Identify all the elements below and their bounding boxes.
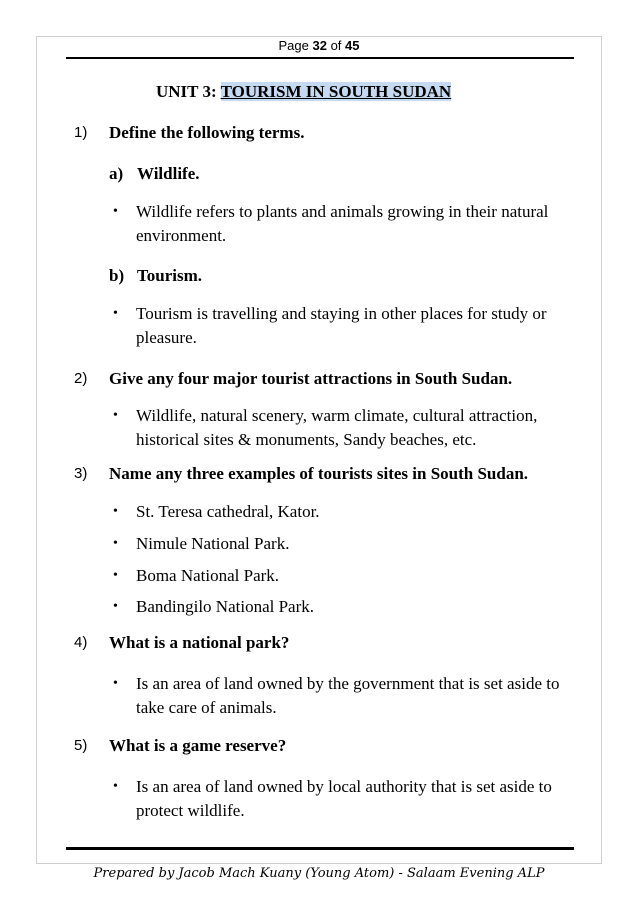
answer-text: St. Teresa cathedral, Kator. [136,502,320,521]
header-current-page: 32 [312,38,327,53]
bullet-icon: • [113,306,118,321]
bullet-icon: • [113,779,118,794]
bullet-icon: • [113,204,118,219]
header-prefix: Page [278,38,313,53]
page-border-right [601,36,602,864]
question-number: 4) [74,634,88,651]
question-text: Give any four major tourist attractions in South Sudan. [109,369,513,388]
page-header [0,38,638,53]
subquestion-a [109,164,200,184]
bullet-icon: • [113,504,118,519]
answer-text: Is an area of land owned by local authority that is set aside to protect wildlife. [136,777,552,820]
answer-text: Is an area of land owned by the government that is set aside to take care of animals. [136,674,560,717]
answer-text: Bandingilo National Park. [136,597,315,616]
question-number: 2) [74,370,88,387]
unit-title-highlight: TOURISM IN SOUTH SUDAN [220,82,452,101]
question-text: Define the following terms. [109,123,305,142]
subquestion-b [109,266,202,286]
answer-text: Wildlife, natural scenery, warm climate, cultural attraction, historical sites & monuments, Sandy beaches, etc. [136,406,538,449]
bullet-icon: • [113,568,118,583]
bullet-icon: • [113,536,118,551]
question-text: Name any three examples of tourists sites in South Sudan. [109,464,529,483]
answer-text: Nimule National Park. [136,534,290,553]
bullet-icon: • [113,408,118,423]
answer-text: Boma National Park. [136,566,280,585]
bullet-icon: • [113,676,118,691]
unit-title [156,82,451,102]
question-text: What is a national park? [109,633,290,652]
sub-letter: b) [109,266,125,285]
question-number: 1) [74,124,88,141]
answer-text: Wildlife refers to plants and animals growing in their natural environment. [136,202,549,245]
question-number: 3) [74,465,88,482]
question-text: What is a game reserve? [109,736,287,755]
header-middle: of [326,38,346,53]
sub-term: Tourism. [137,266,203,285]
page-border-left [36,36,37,864]
header-rule [66,57,574,59]
answer-text: Tourism is travelling and staying in other places for study or pleasure. [136,304,547,347]
bullet-icon: • [113,599,118,614]
unit-title-prefix: UNIT 3: [156,82,221,101]
question-number: 5) [74,737,88,754]
header-total-pages: 45 [345,38,360,53]
page-border-bottom [36,863,602,864]
page-footer: Prepared by Jacob Mach Kuany (Young Atom) - Salaam Evening ALP [93,866,545,881]
page-border-top [36,36,602,37]
footer-rule [66,847,574,850]
sub-letter: a) [109,164,124,183]
sub-term: Wildlife. [137,164,200,183]
